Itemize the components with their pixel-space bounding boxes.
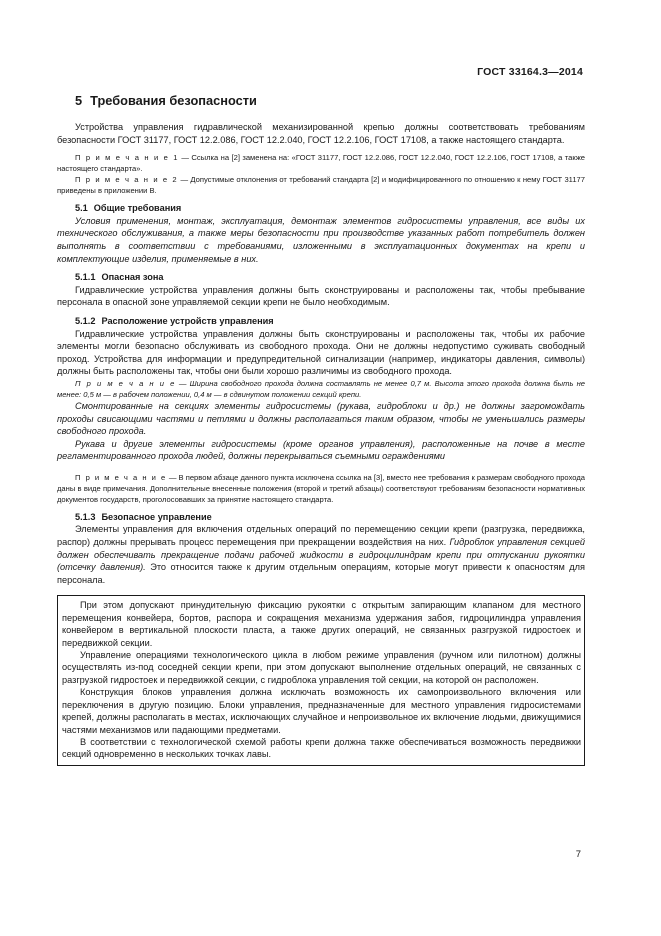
subsection-5-1-2-paragraph-3: Рукава и другие элементы гидросистемы (кроме органов управления), расположенные на почве в месте регламентированного прохода людей, должны перекрываться съемными ограждениями bbox=[57, 438, 585, 462]
boxed-additions bbox=[57, 595, 585, 765]
note-label: П р и м е ч а н и е bbox=[75, 472, 167, 482]
subsection-title: Опасная зона bbox=[101, 272, 164, 283]
section-5-paragraph: Устройства управления гидравлической механизированной крепью должны соответствовать требованиям безопасности ГОСТ 31177, ГОСТ 12.2.086, ГОСТ 12.2.040, ГОСТ 12.2.106, ГОСТ 17108, а также настоящего стандарта. bbox=[57, 122, 585, 145]
document-header: ГОСТ 33164.3—2014 bbox=[477, 66, 583, 78]
subsection-5-1-2-paragraph-2: Смонтированные на секциях элементы гидросистемы (рукава, гидроблоки и др.) не должны загромождать проходы свисающими частями и петлями и должны располагаться таким образом, чтобы не уменьшались размеры свободного прохода. bbox=[57, 400, 585, 437]
note-text: — Допустимые отклонения от требований стандарта [2] и модифицированного по отношению к нему ГОСТ 31177 приведены в приложении В. bbox=[57, 175, 586, 196]
subsection-5-1-1-heading bbox=[57, 271, 585, 284]
subsection-5-1-3-heading bbox=[57, 511, 585, 524]
paragraph-part: Это относится также к другим отдельным операциям, которые могут привести к опасностям для персонала. bbox=[57, 562, 585, 585]
note-label: П р и м е ч а н и е bbox=[75, 378, 176, 388]
paragraph-part-italic: Гидроблок управления секцией должен обеспечивать прекращение подачи рабочей жидкости в гидроцилиндрам крепи при отпускании рукоятки (отсечку давления). bbox=[57, 537, 585, 573]
note-5-1-2-a bbox=[57, 378, 585, 400]
subsection-title: Безопасное управление bbox=[101, 511, 212, 522]
subsection-5-1-heading bbox=[57, 202, 585, 215]
subsection-5-1-paragraph: Условия применения, монтаж, эксплуатация, демонтаж элементов гидросистемы управления, все виды их технического обслуживания, а также меры безопасности при производстве указанных работ потребитель должен выполнять в соответствии с требованиями, изложенными в эксплуатационных документах на крепи и комплектующие изделия, применяемые в них. bbox=[57, 215, 585, 264]
subsection-title: Общие требования bbox=[93, 203, 182, 214]
section-title: Требования безопасности bbox=[90, 93, 257, 108]
subsection-5-1-2-heading bbox=[57, 315, 585, 328]
subsection-5-1-2-paragraph-1: Гидравлические устройства управления должны быть сконструированы и расположены так, чтобы их рабочие элементы могли безопасно обслуживать из свободного прохода. Они не должны недопустимо суживать свободный проход. Устройства для информации и предупредительной сигнализации (например, индикаторы давления, символы) должны быть расположены так, чтобы они были хорошо различимы из свободного прохода. bbox=[57, 328, 585, 377]
boxed-paragraph: При этом допускают принудительную фиксацию рукоятки с открытым запирающим клапаном для местного перемещения конвейера, бортов, распора и сокращения механизма удержания забоя, гидроцилиндра управления конвейером в вертикальной плоскости пласта, а также других операций, не связанных разгрузкой гидростоек и передвижкой секции. bbox=[62, 600, 581, 648]
subsection-number: 5.1 bbox=[75, 203, 88, 214]
note-2 bbox=[57, 174, 585, 196]
subsection-number: 5.1.1 bbox=[75, 272, 96, 283]
note-text: — Ссылка на [2] заменена на: «ГОСТ 31177, ГОСТ 12.2.086, ГОСТ 12.2.040, ГОСТ 12.2.106, ГОСТ 17108, а также настоящего стандарта». bbox=[57, 153, 586, 174]
subsection-title: Расположение устройств управления bbox=[101, 315, 274, 326]
note-text: — В первом абзаце данного пункта исключена ссылка на [3], вместо нее требования к размерам свободного прохода даны в виде примечания. Дополнительные внесенные положения (второй и третий абзацы) соответствуют требованиям безопасности нормативных документов государств, проголосовавших за принятие настоящего стандарта. bbox=[57, 472, 585, 504]
note-text: — Ширина свободного прохода должна составлять не менее 0,7 м. Высота этого прохода должна быть не менее: 0,5 м — в рабочем положении, 0,4 м — в сдвинутом положении секций крепи. bbox=[57, 378, 585, 399]
page-number: 7 bbox=[575, 849, 581, 860]
section-5-heading bbox=[75, 93, 585, 108]
boxed-paragraph: Конструкция блоков управления должна исключать возможность их самопроизвольного включения или переключения в другую позицию. Блоки управления, предназначенные для местного управления гидросистемами крепей, должны располагать в местах, исключающих случайное и непроизвольное их включение людьми, движущимися частями механизмов или падающими предметами. bbox=[62, 687, 581, 735]
boxed-paragraph: Управление операциями технологического цикла в любом режиме управления (ручном или пилотном) должны осуществлять из-под соседней секции крепи, при этом допускают выполнение отдельных операций, не связанных с разгрузкой гидростоек и передвижкой секции, с гидроблока управления той секции, на которой он расположен. bbox=[62, 650, 581, 685]
subsection-number: 5.1.3 bbox=[75, 511, 96, 522]
note-label: П р и м е ч а н и е 2 bbox=[75, 175, 179, 185]
section-number: 5 bbox=[75, 93, 83, 108]
paragraph-part: Элементы управления для включения отдельных операций по перемещению секции крепи (разгрузка, передвижка, распор) должны прерывать процесс перемещения при прекращении воздействия на них. bbox=[57, 524, 585, 548]
page-content bbox=[57, 93, 585, 766]
boxed-paragraph: В соответствии с технологической схемой работы крепи должна также обеспечиваться возможность передвижки секций одновременно в нескольких точках лавы. bbox=[62, 736, 581, 760]
subsection-number: 5.1.2 bbox=[75, 315, 96, 326]
note-5-1-2-b bbox=[57, 472, 585, 505]
note-label: П р и м е ч а н и е 1 bbox=[75, 153, 179, 163]
subsection-5-1-1-paragraph: Гидравлические устройства управления должны быть сконструированы и расположены так, чтобы пребывание персонала в опасной зоне управляемой секции крепи не было необходимым. bbox=[57, 284, 585, 308]
subsection-5-1-3-paragraph bbox=[57, 523, 585, 586]
note-1 bbox=[57, 152, 585, 174]
